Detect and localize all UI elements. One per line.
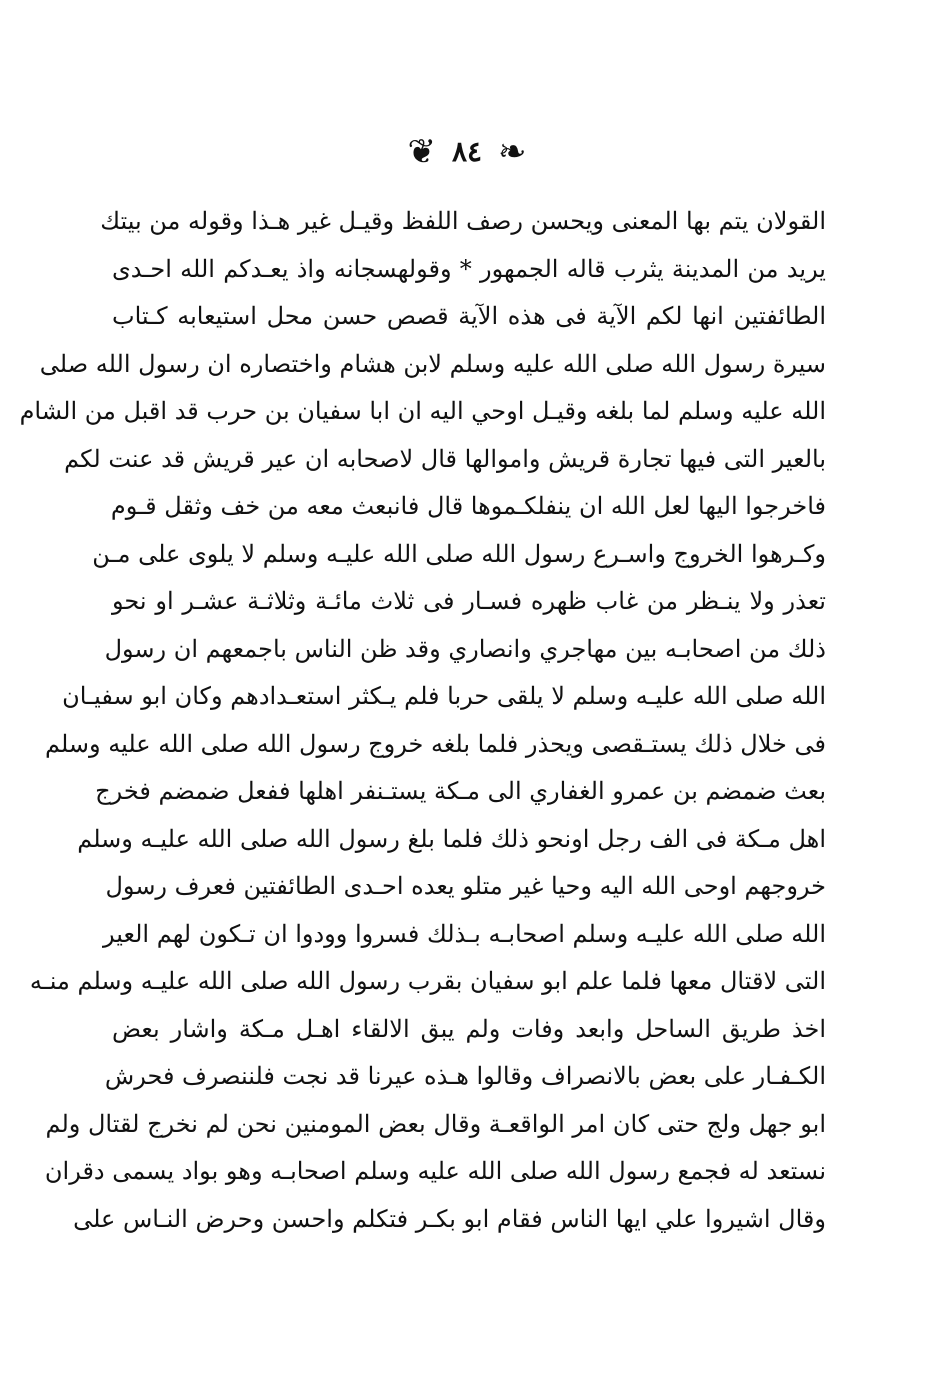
text-line: تعذر ولا ينـظر من غاب ظهره فسـار فى ثلاث مائـة وثلاثـة عشـر او نحو bbox=[112, 587, 826, 615]
text-line: الله صلى الله عليـه وسلم اصحابـه بـذلك فسروا وودوا ان تـكون لهم العير bbox=[103, 919, 826, 948]
text-line: وقال اشيروا علي ايها الناس فقام ابو بكـر فتكلم واحسن وحرض النـاس على bbox=[73, 1204, 826, 1233]
right-ornament-icon: ❧ bbox=[498, 132, 527, 172]
text-line: ذلك من اصحابـه بين مهاجري وانصاري وقد ظن الناس باجمعهم ان رسول bbox=[104, 634, 826, 663]
text-line: اخذ طريق الساحل وابعد وفات ولم يبق الالقاء اهـل مـكة واشار بعض bbox=[112, 1014, 826, 1043]
text-line: الله صلى الله عليـه وسلم لا يلقى حربا فلم يـكثر استعـدادهم وكان ابو سفيـان bbox=[62, 682, 826, 710]
text-line: وكـرهوا الخروج واسـرع رسول الله صلى الله عليـه وسلم لا يلوى على مـن bbox=[92, 539, 826, 568]
text-line: فى خلال ذلك يستـقصى ويحذر فلما بلغه خروج رسول الله صلى الله عليه وسلم bbox=[44, 729, 826, 758]
text-line: الطائفتين انها لكم الآية فى هذه الآية قصص حسن محل استيعابه كـتاب bbox=[112, 302, 826, 330]
text-line: القولان يتم بها المعنى ويحسن رصف اللفظ وقيـل غير هـذا وقوله من بيتك bbox=[100, 207, 826, 235]
text-line: التى لاقتال معها فلما علم ابو سفيان بقرب رسول الله صلى الله عليـه وسلم منـه bbox=[29, 967, 826, 995]
text-line: فاخرجوا اليها لعل الله ان ينفلكـموها قال فانبعث معه من خف وثقل قـوم bbox=[110, 492, 826, 520]
text-line: سيرة رسول الله صلى الله عليه وسلم لابن هشام واختصاره ان رسول الله صلى bbox=[39, 349, 826, 378]
page-header bbox=[0, 128, 934, 176]
text-line: اهل مـكة فى الف رجل اونحو ذلك فلما بلغ رسول الله صلى الله عليـه وسلم bbox=[77, 824, 826, 853]
page-number: ٨٤ bbox=[451, 135, 483, 168]
text-line: نستعد له فجمع رسول الله صلى الله عليه وسلم اصحابـه وهو بواد يسمى دقران bbox=[44, 1157, 826, 1185]
text-line: الكـفـار على بعض بالانصراف وقالوا هـذه عيرنا قد نجت فلننصرف فحرش bbox=[104, 1062, 826, 1090]
text-line: الله عليه وسلم لما بلغه وقيـل اوحي اليه ان ابا سفيان بن حرب قد اقبل من الشام bbox=[19, 397, 826, 425]
text-line: يريد من المدينة يثرب قاله الجمهور * وقولهسجانه واذ يعـدكم الله احـدى bbox=[112, 254, 826, 283]
text-line: بالعير التى فيها تجارة قريش واموالها قال لاصحابه ان عير قريش قد عنت لكم bbox=[64, 444, 826, 473]
text-line: بعث ضمضم بن عمرو الغفاري الى مـكة يستـنفر اهلها ففعل ضمضم فخرج bbox=[95, 777, 826, 805]
text-line: ابو جهل ولج حتى كان امر الواقعـة وقال بعض المومنين نحن لم نخرج لقتال ولم bbox=[45, 1109, 826, 1138]
text-line: خروجهم اوحى الله اليه وحيا غير متلو يعده احـدى الطائفتين فعرف رسول bbox=[105, 872, 826, 900]
body-text bbox=[19, 198, 826, 1243]
left-ornament-icon: ❦ bbox=[407, 132, 436, 172]
